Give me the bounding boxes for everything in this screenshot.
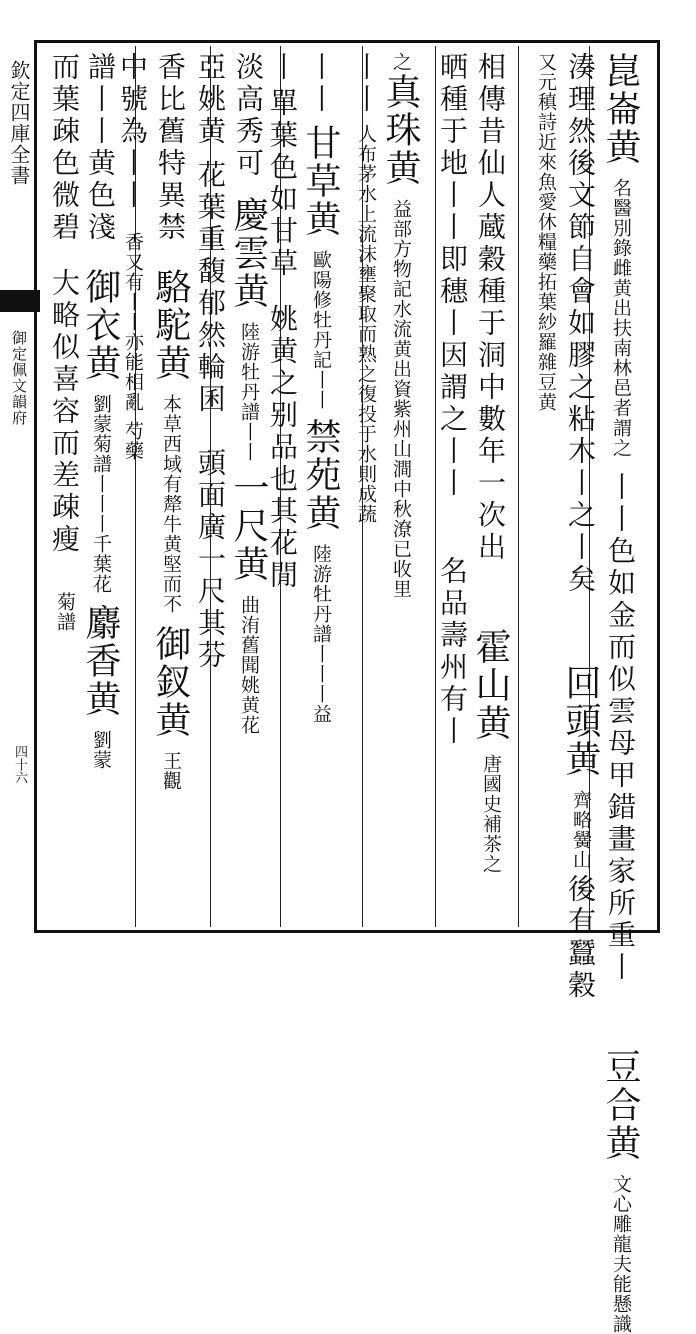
annotation-text: 王觀 xyxy=(160,751,182,791)
annotation-text: 文心雕龍夫能懸識 xyxy=(610,1174,632,1334)
page-margin xyxy=(0,0,40,973)
text-column xyxy=(150,52,190,922)
body-text: 單葉色如甘草 xyxy=(266,88,299,280)
text-column xyxy=(44,52,84,922)
body-text: 丨丨 xyxy=(304,52,337,116)
text-column xyxy=(560,52,601,1002)
headword: 御釵黄 xyxy=(150,625,191,739)
headword: 崑崙黄 xyxy=(600,52,641,166)
body-text: 譜丨丨黄色淺 xyxy=(84,52,117,244)
section-title-label: 御定佩文韻府 xyxy=(10,330,28,426)
headword: 真珠黄 xyxy=(380,73,421,187)
headword: 慶雲黄 xyxy=(228,196,269,310)
margin-black-band xyxy=(0,290,40,312)
text-column xyxy=(600,52,641,1334)
body-text: 湊理然後文節自會如膠之粘木丨之丨矣 xyxy=(564,52,597,596)
annotation-text: 劉蒙 xyxy=(90,730,112,770)
headword: 禁苑黄 xyxy=(300,418,341,532)
annotation-text: 陸游牡丹譜丨丨丨益 xyxy=(310,544,332,724)
body-text: 丨丨 xyxy=(349,52,382,116)
annotation-text: 曲洧舊聞姚黄花 xyxy=(238,595,260,735)
headword: 一尺黄 xyxy=(228,469,269,583)
text-column xyxy=(190,52,230,922)
body-text: 淡高秀可 xyxy=(232,52,265,180)
body-text: 大略似喜容而差疎瘦 xyxy=(48,268,81,556)
text-column xyxy=(470,52,510,922)
body-text: 丨 xyxy=(266,52,299,84)
body-text: 而葉疎色微碧 xyxy=(48,52,81,244)
annotation-text: 又元稹詩近來魚愛休糧藥拓葉紗羅雜豆黄 xyxy=(535,52,557,412)
page-number: 四十六 xyxy=(12,745,27,784)
annotation-text: 歐陽修牡丹記丨丨 xyxy=(310,250,332,410)
body-text: 姚黄之别品也其花閒 xyxy=(266,304,299,592)
body-text: 晒種于地丨丨即穗丨因謂之丨丨 xyxy=(436,52,469,500)
body-text: 花葉重馥郁然輪囷 xyxy=(194,160,227,416)
annotation-text: 之 xyxy=(390,52,412,72)
annotation-text: 菊譜 xyxy=(54,592,76,632)
text-column xyxy=(432,52,472,922)
annotation-text: 香又有丨丨亦能相亂 xyxy=(122,232,144,412)
annotation-text: 名醫別錄雌黄出扶南林邑者謂之 xyxy=(610,178,632,458)
annotation-text: 人布茅水上流沫壅聚取而熟之復投于水則成蔬 xyxy=(355,124,377,524)
annotation-text: 陸游牡丹譜丨丨 xyxy=(238,322,260,462)
headword: 回頭黄 xyxy=(560,664,601,778)
body-text: 丨丨色如金而似雲母甲錯畫家所重丨 xyxy=(604,472,637,984)
body-text: 後有蠶穀 xyxy=(564,874,597,1002)
body-text: 頭面廣一尺其芬 xyxy=(194,448,227,672)
annotation-text: 唐國史補茶之 xyxy=(480,754,502,874)
book-title-label: 欽定四庫全書 xyxy=(7,60,31,186)
body-text: 中號為丨丨 xyxy=(116,52,149,212)
text-column xyxy=(228,52,268,922)
annotation-text: 齊略黌山 xyxy=(570,790,592,870)
body-text: 相傳昔仙人蔵穀種于洞中數年一次出 xyxy=(474,52,507,564)
headword: 霍山黄 xyxy=(470,628,511,742)
text-column xyxy=(80,52,120,922)
body-text: 名品壽州有丨 xyxy=(436,556,469,748)
headword: 駱駝黄 xyxy=(150,268,191,382)
headword: 麝香黄 xyxy=(80,604,121,718)
headword: 御衣黄 xyxy=(80,268,121,382)
annotation-text: 劉蒙菊譜丨丨丨千葉花 xyxy=(90,394,112,594)
text-column xyxy=(525,52,565,922)
annotation-text: 本草西域有犛牛黄堅而不 xyxy=(160,394,182,614)
body-text: 亞姚黄 xyxy=(194,52,227,148)
column-rule xyxy=(518,46,519,927)
text-column xyxy=(380,52,420,922)
annotation-text: 益部方物記水流黄出資紫州山澗中秋潦已收里 xyxy=(390,199,412,599)
headword: 豆合黄 xyxy=(600,1048,641,1162)
body-text: 香比舊特異禁 xyxy=(154,52,187,244)
headword: 甘草黄 xyxy=(300,124,341,238)
text-column xyxy=(345,52,385,922)
annotation-text: 芍藥 xyxy=(122,421,144,461)
text-column xyxy=(300,52,340,922)
